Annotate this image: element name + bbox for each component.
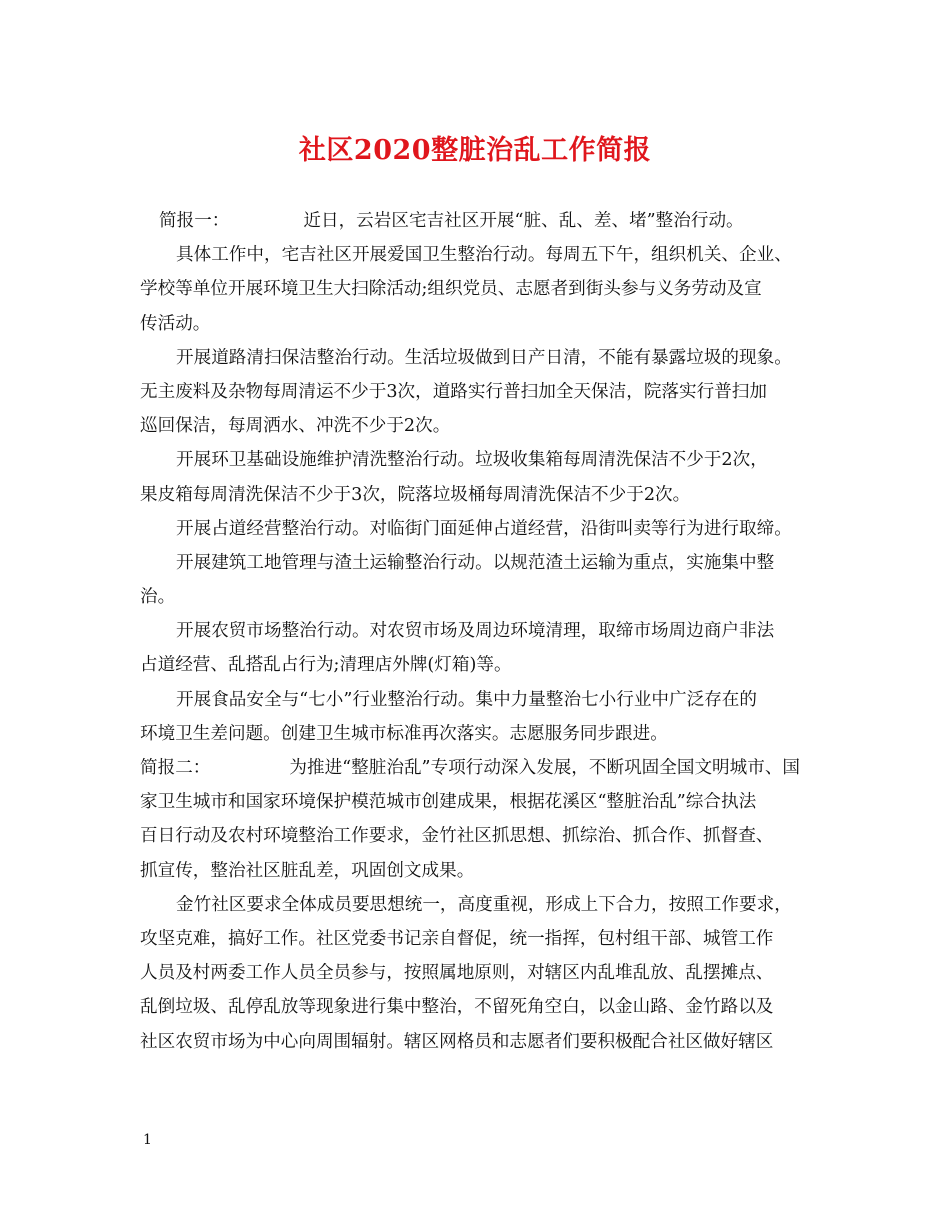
text-line: 乱倒垃圾、乱停乱放等现象进行集中整治，不留死角空白，以金山路、金竹路以及 <box>140 997 774 1018</box>
text-line: 家卫生城市和国家环境保护模范城市创建成果，根据花溪区“整脏治乱”综合执法 <box>140 792 757 813</box>
text-line: 传活动。 <box>140 313 211 334</box>
text-line: 社区农贸市场为中心向周围辐射。辖区网格员和志愿者们要积极配合社区做好辖区 <box>140 1031 774 1052</box>
page-number: 1 <box>143 1132 152 1148</box>
brief-two-heading: 简报二： <box>140 758 211 778</box>
text-line: 环境卫生差问题。创建卫生城市标准再次落实。志愿服务同步跟进。 <box>140 723 668 744</box>
text-line: 占道经营、乱搭乱占行为;清理店外牌(灯箱)等。 <box>140 655 512 676</box>
text-line: 无主废料及杂物每周清运不少于3次，道路实行普扫加全天保洁，院落实行普扫加 <box>140 381 767 402</box>
text-line: 百日行动及农村环境整治工作要求，金竹社区抓思想、抓综治、抓合作、抓督查、 <box>140 826 774 847</box>
document-body <box>140 204 820 1059</box>
document-title: 社区2020整脏治乱工作简报 <box>298 135 652 166</box>
text-line: 金竹社区要求全体成员要思想统一，高度重视，形成上下合力，按照工作要求， <box>176 894 792 915</box>
text-line: 果皮箱每周清洗保洁不少于3次，院落垃圾桶每周清洗保洁不少于2次。 <box>140 484 691 505</box>
text-line: 抓宣传，整治社区脏乱差，巩固创文成果。 <box>140 860 475 881</box>
text-line: 开展农贸市场整治行动。对农贸市场及周边环境清理，取缔市场周边商户非法 <box>176 621 775 642</box>
text-line: 人员及村两委工作人员全员参与，按照属地原则，对辖区内乱堆乱放、乱摆摊点、 <box>140 963 774 984</box>
text-line: 巡回保洁，每周洒水、冲洗不少于2次。 <box>140 416 451 437</box>
brief-two-intro: 为推进“整脏治乱”专项行动深入发展，不断巩固全国文明城市、国 <box>289 758 801 778</box>
text-line: 学校等单位开展环境卫生大扫除活动;组织党员、志愿者到街头参与义务劳动及宣 <box>140 279 762 300</box>
text-line: 开展占道经营整治行动。对临街门面延伸占道经营，沿街叫卖等行为进行取缔。 <box>176 518 792 539</box>
text-line: 具体工作中，宅吉社区开展爱国卫生整治行动。每周五下午，组织机关、企业、 <box>176 245 792 266</box>
text-line: 攻坚克难，搞好工作。社区党委书记亲自督促，统一指挥，包村组干部、城管工作 <box>140 928 774 949</box>
text-line: 开展道路清扫保洁整治行动。生活垃圾做到日产日清，不能有暴露垃圾的现象。 <box>176 347 792 368</box>
brief-two-line <box>140 751 820 785</box>
brief-one-intro: 近日，云岩区宅吉社区开展“脏、乱、差、堵”整治行动。 <box>303 211 744 231</box>
text-line: 开展建筑工地管理与渣土运输整治行动。以规范渣土运输为重点，实施集中整 <box>176 552 775 573</box>
text-line: 开展食品安全与“七小”行业整治行动。集中力量整治七小行业中广泛存在的 <box>176 689 757 710</box>
text-line: 开展环卫基础设施维护清洗整治行动。垃圾收集箱每周清洗保洁不少于2次， <box>176 450 768 471</box>
brief-one-heading: 简报一： <box>159 211 230 231</box>
brief-one-line <box>140 204 820 238</box>
text-line: 治。 <box>140 587 176 608</box>
